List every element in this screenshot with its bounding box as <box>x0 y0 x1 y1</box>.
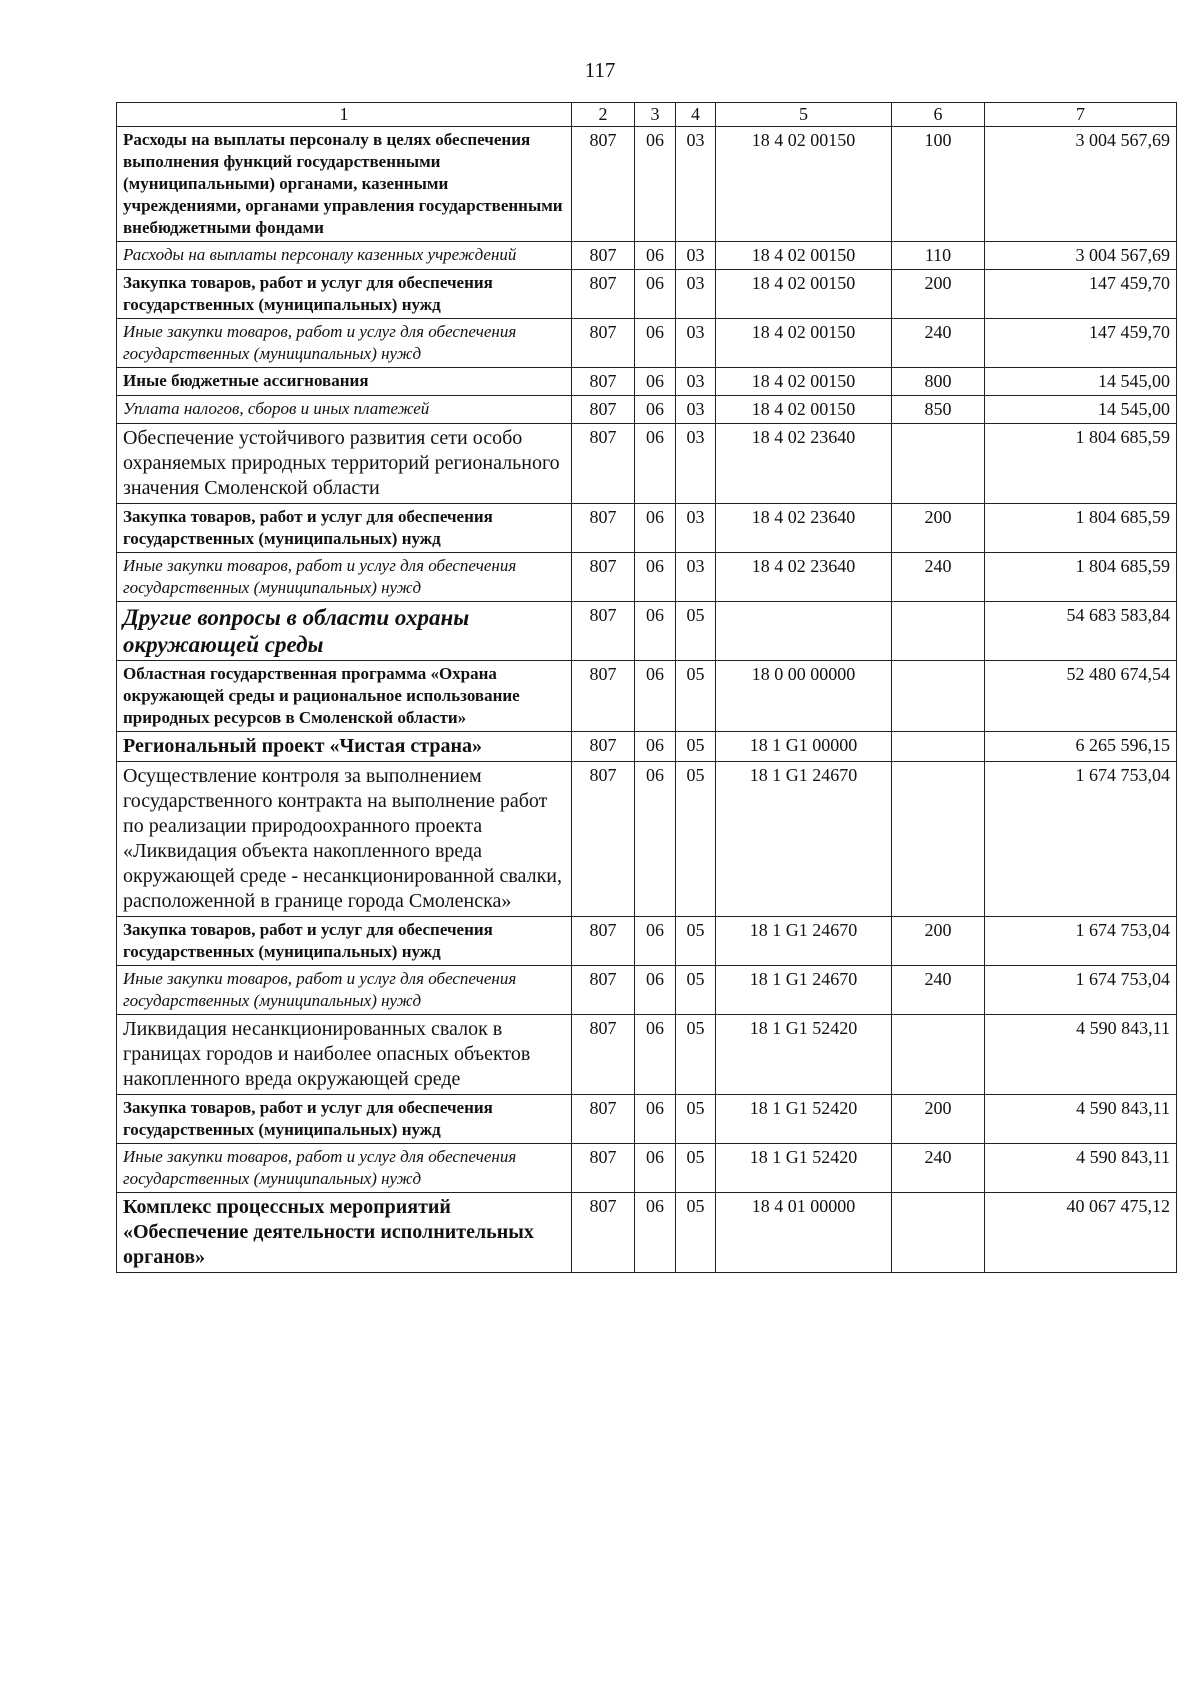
row-name: Закупка товаров, работ и услуг для обеспечения государственных (муниципальных) нужд <box>117 504 572 553</box>
budget-table <box>116 102 1177 1273</box>
cell-subsection: 05 <box>676 732 716 762</box>
cell-target-article: 18 1 G1 24670 <box>716 966 892 1015</box>
table-row <box>117 762 1177 917</box>
cell-expense-type: 850 <box>892 396 985 424</box>
cell-section: 06 <box>635 319 676 368</box>
cell-target-article: 18 4 02 23640 <box>716 424 892 504</box>
cell-section: 06 <box>635 504 676 553</box>
cell-section: 06 <box>635 553 676 602</box>
table-row <box>117 1015 1177 1095</box>
cell-expense-type: 200 <box>892 270 985 319</box>
row-name: Областная государственная программа «Охрана окружающей среды и рациональное использование природных ресурсов в Смоленской области» <box>117 661 572 732</box>
cell-target-article: 18 0 00 00000 <box>716 661 892 732</box>
row-name: Обеспечение устойчивого развития сети особо охраняемых природных территорий регионального значения Смоленской области <box>117 424 572 504</box>
cell-subsection: 05 <box>676 1193 716 1273</box>
cell-section: 06 <box>635 602 676 661</box>
cell-target-article: 18 4 02 23640 <box>716 553 892 602</box>
cell-amount: 147 459,70 <box>985 270 1177 319</box>
cell-expense-type: 110 <box>892 242 985 270</box>
column-header: 1 <box>117 103 572 127</box>
cell-subsection: 03 <box>676 127 716 242</box>
cell-subsection: 05 <box>676 762 716 917</box>
column-header: 5 <box>716 103 892 127</box>
table-body <box>117 127 1177 1273</box>
row-name: Иные закупки товаров, работ и услуг для обеспечения государственных (муниципальных) нужд <box>117 1144 572 1193</box>
cell-ministry: 807 <box>572 319 635 368</box>
column-header: 4 <box>676 103 716 127</box>
cell-ministry: 807 <box>572 127 635 242</box>
cell-subsection: 05 <box>676 602 716 661</box>
table-row <box>117 1144 1177 1193</box>
cell-ministry: 807 <box>572 1015 635 1095</box>
cell-section: 06 <box>635 661 676 732</box>
cell-amount: 3 004 567,69 <box>985 242 1177 270</box>
cell-amount: 1 804 685,59 <box>985 504 1177 553</box>
cell-section: 06 <box>635 1144 676 1193</box>
table-row <box>117 127 1177 242</box>
cell-target-article: 18 4 01 00000 <box>716 1193 892 1273</box>
row-name: Иные закупки товаров, работ и услуг для обеспечения государственных (муниципальных) нужд <box>117 319 572 368</box>
cell-target-article: 18 4 02 00150 <box>716 242 892 270</box>
cell-target-article: 18 4 02 00150 <box>716 396 892 424</box>
cell-amount: 1 674 753,04 <box>985 917 1177 966</box>
cell-amount: 40 067 475,12 <box>985 1193 1177 1273</box>
table-row <box>117 602 1177 661</box>
row-name: Закупка товаров, работ и услуг для обеспечения государственных (муниципальных) нужд <box>117 1095 572 1144</box>
table-row <box>117 368 1177 396</box>
cell-section: 06 <box>635 368 676 396</box>
cell-subsection: 05 <box>676 1095 716 1144</box>
cell-subsection: 03 <box>676 424 716 504</box>
table-row <box>117 553 1177 602</box>
cell-expense-type: 100 <box>892 127 985 242</box>
cell-expense-type: 240 <box>892 319 985 368</box>
cell-section: 06 <box>635 127 676 242</box>
cell-section: 06 <box>635 1193 676 1273</box>
row-name: Комплекс процессных мероприятий «Обеспечение деятельности исполнительных органов» <box>117 1193 572 1273</box>
cell-expense-type: 200 <box>892 917 985 966</box>
cell-expense-type <box>892 661 985 732</box>
cell-amount: 54 683 583,84 <box>985 602 1177 661</box>
table-row <box>117 917 1177 966</box>
cell-expense-type: 240 <box>892 1144 985 1193</box>
cell-amount: 3 004 567,69 <box>985 127 1177 242</box>
cell-amount: 52 480 674,54 <box>985 661 1177 732</box>
cell-section: 06 <box>635 270 676 319</box>
table-row <box>117 504 1177 553</box>
cell-ministry: 807 <box>572 966 635 1015</box>
cell-ministry: 807 <box>572 504 635 553</box>
cell-expense-type <box>892 1015 985 1095</box>
table-row <box>117 270 1177 319</box>
cell-expense-type <box>892 762 985 917</box>
cell-ministry: 807 <box>572 396 635 424</box>
cell-ministry: 807 <box>572 553 635 602</box>
cell-target-article: 18 1 G1 24670 <box>716 917 892 966</box>
header-row <box>117 103 1177 127</box>
table-row <box>117 1095 1177 1144</box>
table-row <box>117 732 1177 762</box>
cell-expense-type: 200 <box>892 504 985 553</box>
cell-section: 06 <box>635 1015 676 1095</box>
cell-ministry: 807 <box>572 1193 635 1273</box>
row-name: Расходы на выплаты персоналу в целях обеспечения выполнения функций государственными (муниципальными) органами, казенными учреждениями, органами управления государственными внебюджетными фондами <box>117 127 572 242</box>
row-name: Осуществление контроля за выполнением государственного контракта на выполнение работ по реализации природоохранного проекта «Ликвидация объекта накопленного вреда окружающей среде - несанкционированной свалки, расположенной в границе города Смоленска» <box>117 762 572 917</box>
cell-ministry: 807 <box>572 762 635 917</box>
cell-target-article: 18 1 G1 52420 <box>716 1015 892 1095</box>
cell-ministry: 807 <box>572 368 635 396</box>
cell-amount: 147 459,70 <box>985 319 1177 368</box>
cell-expense-type: 200 <box>892 1095 985 1144</box>
cell-section: 06 <box>635 242 676 270</box>
cell-ministry: 807 <box>572 424 635 504</box>
column-header: 7 <box>985 103 1177 127</box>
row-name: Закупка товаров, работ и услуг для обеспечения государственных (муниципальных) нужд <box>117 917 572 966</box>
cell-target-article: 18 4 02 00150 <box>716 319 892 368</box>
table-row <box>117 1193 1177 1273</box>
cell-section: 06 <box>635 1095 676 1144</box>
cell-expense-type: 240 <box>892 553 985 602</box>
cell-ministry: 807 <box>572 1144 635 1193</box>
row-name: Региональный проект «Чистая страна» <box>117 732 572 762</box>
row-name: Иные закупки товаров, работ и услуг для обеспечения государственных (муниципальных) нужд <box>117 553 572 602</box>
row-name: Иные закупки товаров, работ и услуг для обеспечения государственных (муниципальных) нужд <box>117 966 572 1015</box>
cell-target-article: 18 4 02 00150 <box>716 127 892 242</box>
cell-target-article: 18 4 02 00150 <box>716 270 892 319</box>
cell-amount: 4 590 843,11 <box>985 1144 1177 1193</box>
table-row <box>117 319 1177 368</box>
cell-expense-type <box>892 732 985 762</box>
table-row <box>117 661 1177 732</box>
cell-target-article: 18 1 G1 52420 <box>716 1095 892 1144</box>
cell-ministry: 807 <box>572 270 635 319</box>
cell-amount: 4 590 843,11 <box>985 1095 1177 1144</box>
page-number: 117 <box>584 58 616 82</box>
cell-subsection: 03 <box>676 504 716 553</box>
cell-section: 06 <box>635 917 676 966</box>
column-header: 2 <box>572 103 635 127</box>
cell-amount: 1 804 685,59 <box>985 553 1177 602</box>
cell-subsection: 03 <box>676 270 716 319</box>
cell-ministry: 807 <box>572 917 635 966</box>
cell-amount: 14 545,00 <box>985 368 1177 396</box>
row-name: Иные бюджетные ассигнования <box>117 368 572 396</box>
row-name: Другие вопросы в области охраны окружающей среды <box>117 602 572 661</box>
cell-section: 06 <box>635 396 676 424</box>
cell-subsection: 03 <box>676 242 716 270</box>
cell-section: 06 <box>635 762 676 917</box>
column-header: 6 <box>892 103 985 127</box>
cell-section: 06 <box>635 424 676 504</box>
cell-expense-type: 240 <box>892 966 985 1015</box>
cell-amount: 1 674 753,04 <box>985 966 1177 1015</box>
cell-amount: 1 674 753,04 <box>985 762 1177 917</box>
cell-amount: 4 590 843,11 <box>985 1015 1177 1095</box>
cell-subsection: 03 <box>676 319 716 368</box>
cell-expense-type <box>892 602 985 661</box>
cell-amount: 1 804 685,59 <box>985 424 1177 504</box>
cell-section: 06 <box>635 732 676 762</box>
table-row <box>117 966 1177 1015</box>
cell-ministry: 807 <box>572 661 635 732</box>
cell-expense-type <box>892 424 985 504</box>
cell-section: 06 <box>635 966 676 1015</box>
cell-ministry: 807 <box>572 602 635 661</box>
cell-ministry: 807 <box>572 732 635 762</box>
table-row <box>117 396 1177 424</box>
row-name: Расходы на выплаты персоналу казенных учреждений <box>117 242 572 270</box>
table-row <box>117 424 1177 504</box>
cell-ministry: 807 <box>572 1095 635 1144</box>
cell-target-article: 18 4 02 00150 <box>716 368 892 396</box>
cell-target-article: 18 1 G1 00000 <box>716 732 892 762</box>
cell-ministry: 807 <box>572 242 635 270</box>
cell-expense-type: 800 <box>892 368 985 396</box>
row-name: Закупка товаров, работ и услуг для обеспечения государственных (муниципальных) нужд <box>117 270 572 319</box>
cell-subsection: 03 <box>676 553 716 602</box>
cell-subsection: 03 <box>676 396 716 424</box>
cell-target-article: 18 4 02 23640 <box>716 504 892 553</box>
cell-subsection: 05 <box>676 1144 716 1193</box>
row-name: Ликвидация несанкционированных свалок в границах городов и наиболее опасных объектов накопленного вреда окружающей среде <box>117 1015 572 1095</box>
cell-subsection: 05 <box>676 661 716 732</box>
cell-subsection: 03 <box>676 368 716 396</box>
cell-subsection: 05 <box>676 917 716 966</box>
row-name: Уплата налогов, сборов и иных платежей <box>117 396 572 424</box>
cell-subsection: 05 <box>676 966 716 1015</box>
cell-target-article <box>716 602 892 661</box>
cell-subsection: 05 <box>676 1015 716 1095</box>
cell-amount: 6 265 596,15 <box>985 732 1177 762</box>
cell-target-article: 18 1 G1 24670 <box>716 762 892 917</box>
table-row <box>117 242 1177 270</box>
cell-target-article: 18 1 G1 52420 <box>716 1144 892 1193</box>
cell-expense-type <box>892 1193 985 1273</box>
column-header: 3 <box>635 103 676 127</box>
cell-amount: 14 545,00 <box>985 396 1177 424</box>
